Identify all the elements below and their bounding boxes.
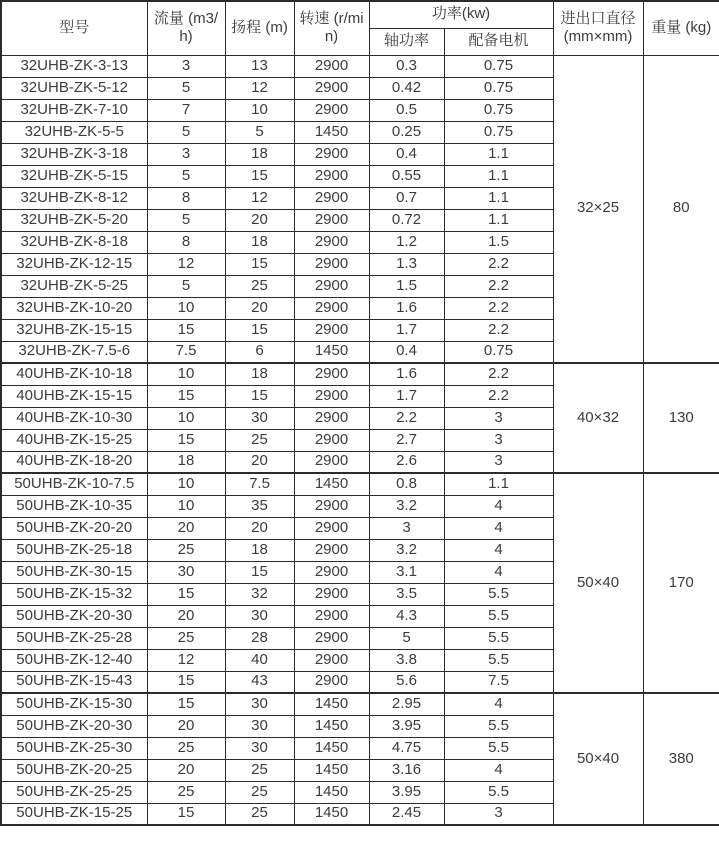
flow-cell: 15	[147, 319, 225, 341]
table-row	[1, 693, 719, 715]
flow-cell: 25	[147, 627, 225, 649]
head-cell: 20	[225, 297, 294, 319]
flow-cell: 12	[147, 253, 225, 275]
head-cell: 35	[225, 495, 294, 517]
shaft-power-cell: 1.2	[369, 231, 444, 253]
head-cell: 30	[225, 605, 294, 627]
motor-power-cell: 1.1	[444, 473, 553, 495]
shaft-power-cell: 3.5	[369, 583, 444, 605]
model-cell: 32UHB-ZK-8-18	[1, 231, 147, 253]
model-cell: 50UHB-ZK-12-40	[1, 649, 147, 671]
motor-power-cell: 4	[444, 539, 553, 561]
motor-power-cell: 2.2	[444, 385, 553, 407]
flow-cell: 10	[147, 473, 225, 495]
model-cell: 32UHB-ZK-5-15	[1, 165, 147, 187]
diameter-cell: 40×32	[553, 363, 643, 473]
col-header-power-group: 功率(kw)	[369, 1, 553, 28]
flow-cell: 3	[147, 55, 225, 77]
table-row	[1, 363, 719, 385]
model-cell: 50UHB-ZK-20-30	[1, 605, 147, 627]
model-cell: 50UHB-ZK-30-15	[1, 561, 147, 583]
motor-power-cell: 5.5	[444, 715, 553, 737]
flow-cell: 8	[147, 231, 225, 253]
model-cell: 50UHB-ZK-25-28	[1, 627, 147, 649]
flow-cell: 20	[147, 759, 225, 781]
speed-cell: 1450	[294, 737, 369, 759]
flow-cell: 5	[147, 165, 225, 187]
speed-cell: 2900	[294, 671, 369, 693]
head-cell: 18	[225, 143, 294, 165]
shaft-power-cell: 2.2	[369, 407, 444, 429]
speed-cell: 2900	[294, 429, 369, 451]
head-cell: 25	[225, 759, 294, 781]
speed-cell: 1450	[294, 759, 369, 781]
col-header-model: 型号	[1, 1, 147, 55]
speed-cell: 1450	[294, 473, 369, 495]
motor-power-cell: 0.75	[444, 121, 553, 143]
motor-power-cell: 2.2	[444, 253, 553, 275]
speed-cell: 2900	[294, 385, 369, 407]
shaft-power-cell: 0.42	[369, 77, 444, 99]
motor-power-cell: 3	[444, 451, 553, 473]
head-cell: 18	[225, 231, 294, 253]
shaft-power-cell: 3.1	[369, 561, 444, 583]
speed-cell: 2900	[294, 165, 369, 187]
diameter-cell: 50×40	[553, 693, 643, 825]
speed-cell: 2900	[294, 363, 369, 385]
model-cell: 50UHB-ZK-15-43	[1, 671, 147, 693]
shaft-power-cell: 3.16	[369, 759, 444, 781]
head-cell: 13	[225, 55, 294, 77]
flow-cell: 3	[147, 143, 225, 165]
model-cell: 50UHB-ZK-20-20	[1, 517, 147, 539]
model-cell: 32UHB-ZK-5-20	[1, 209, 147, 231]
motor-power-cell: 5.5	[444, 627, 553, 649]
head-cell: 30	[225, 715, 294, 737]
model-cell: 32UHB-ZK-5-12	[1, 77, 147, 99]
speed-cell: 2900	[294, 99, 369, 121]
table-row	[1, 55, 719, 77]
motor-power-cell: 2.2	[444, 275, 553, 297]
head-cell: 25	[225, 781, 294, 803]
head-cell: 10	[225, 99, 294, 121]
head-cell: 32	[225, 583, 294, 605]
head-cell: 30	[225, 693, 294, 715]
flow-cell: 15	[147, 671, 225, 693]
model-cell: 32UHB-ZK-15-15	[1, 319, 147, 341]
motor-power-cell: 3	[444, 429, 553, 451]
head-cell: 28	[225, 627, 294, 649]
flow-cell: 10	[147, 363, 225, 385]
motor-power-cell: 2.2	[444, 363, 553, 385]
head-cell: 20	[225, 517, 294, 539]
shaft-power-cell: 3.8	[369, 649, 444, 671]
motor-power-cell: 0.75	[444, 77, 553, 99]
model-cell: 32UHB-ZK-5-25	[1, 275, 147, 297]
flow-cell: 10	[147, 495, 225, 517]
motor-power-cell: 7.5	[444, 671, 553, 693]
motor-power-cell: 1.1	[444, 143, 553, 165]
head-cell: 12	[225, 77, 294, 99]
head-cell: 30	[225, 407, 294, 429]
motor-power-cell: 4	[444, 517, 553, 539]
model-cell: 40UHB-ZK-15-15	[1, 385, 147, 407]
flow-cell: 10	[147, 297, 225, 319]
flow-cell: 7.5	[147, 341, 225, 363]
shaft-power-cell: 1.5	[369, 275, 444, 297]
head-cell: 15	[225, 385, 294, 407]
speed-cell: 2900	[294, 605, 369, 627]
weight-cell: 380	[643, 693, 719, 825]
col-header-speed: 转速 (r/min)	[294, 1, 369, 55]
head-cell: 25	[225, 429, 294, 451]
head-cell: 25	[225, 803, 294, 825]
head-cell: 40	[225, 649, 294, 671]
col-header-weight: 重量 (kg)	[643, 1, 719, 55]
flow-cell: 15	[147, 429, 225, 451]
col-header-diameter: 进出口直径 (mm×mm)	[553, 1, 643, 55]
flow-cell: 30	[147, 561, 225, 583]
model-cell: 32UHB-ZK-5-5	[1, 121, 147, 143]
flow-cell: 15	[147, 803, 225, 825]
shaft-power-cell: 1.3	[369, 253, 444, 275]
speed-cell: 1450	[294, 781, 369, 803]
model-cell: 50UHB-ZK-10-35	[1, 495, 147, 517]
speed-cell: 2900	[294, 561, 369, 583]
shaft-power-cell: 3.2	[369, 495, 444, 517]
model-cell: 50UHB-ZK-25-30	[1, 737, 147, 759]
flow-cell: 15	[147, 583, 225, 605]
shaft-power-cell: 0.25	[369, 121, 444, 143]
col-header-flow: 流量 (m3/h)	[147, 1, 225, 55]
speed-cell: 2900	[294, 297, 369, 319]
motor-power-cell: 4	[444, 495, 553, 517]
model-cell: 32UHB-ZK-7.5-6	[1, 341, 147, 363]
speed-cell: 2900	[294, 495, 369, 517]
model-cell: 32UHB-ZK-3-18	[1, 143, 147, 165]
diameter-cell: 32×25	[553, 55, 643, 363]
model-cell: 50UHB-ZK-15-30	[1, 693, 147, 715]
motor-power-cell: 1.5	[444, 231, 553, 253]
speed-cell: 1450	[294, 341, 369, 363]
motor-power-cell: 0.75	[444, 341, 553, 363]
col-header-motor-power: 配备电机	[444, 28, 553, 55]
speed-cell: 1450	[294, 121, 369, 143]
model-cell: 50UHB-ZK-15-32	[1, 583, 147, 605]
motor-power-cell: 4	[444, 759, 553, 781]
shaft-power-cell: 0.3	[369, 55, 444, 77]
flow-cell: 15	[147, 693, 225, 715]
head-cell: 18	[225, 363, 294, 385]
shaft-power-cell: 5.6	[369, 671, 444, 693]
motor-power-cell: 3	[444, 803, 553, 825]
speed-cell: 2900	[294, 517, 369, 539]
model-cell: 32UHB-ZK-8-12	[1, 187, 147, 209]
motor-power-cell: 5.5	[444, 649, 553, 671]
shaft-power-cell: 2.95	[369, 693, 444, 715]
head-cell: 15	[225, 253, 294, 275]
shaft-power-cell: 1.6	[369, 363, 444, 385]
speed-cell: 2900	[294, 319, 369, 341]
shaft-power-cell: 2.45	[369, 803, 444, 825]
head-cell: 25	[225, 275, 294, 297]
table-body	[1, 55, 719, 825]
shaft-power-cell: 3.2	[369, 539, 444, 561]
speed-cell: 2900	[294, 451, 369, 473]
diameter-cell: 50×40	[553, 473, 643, 693]
speed-cell: 2900	[294, 627, 369, 649]
flow-cell: 5	[147, 209, 225, 231]
shaft-power-cell: 0.4	[369, 143, 444, 165]
flow-cell: 5	[147, 275, 225, 297]
flow-cell: 5	[147, 77, 225, 99]
shaft-power-cell: 0.8	[369, 473, 444, 495]
motor-power-cell: 0.75	[444, 55, 553, 77]
model-cell: 32UHB-ZK-12-15	[1, 253, 147, 275]
speed-cell: 1450	[294, 693, 369, 715]
shaft-power-cell: 2.6	[369, 451, 444, 473]
head-cell: 6	[225, 341, 294, 363]
weight-cell: 170	[643, 473, 719, 693]
model-cell: 50UHB-ZK-10-7.5	[1, 473, 147, 495]
speed-cell: 2900	[294, 649, 369, 671]
model-cell: 50UHB-ZK-25-25	[1, 781, 147, 803]
shaft-power-cell: 4.75	[369, 737, 444, 759]
model-cell: 32UHB-ZK-10-20	[1, 297, 147, 319]
shaft-power-cell: 1.6	[369, 297, 444, 319]
speed-cell: 2900	[294, 143, 369, 165]
motor-power-cell: 3	[444, 407, 553, 429]
flow-cell: 10	[147, 407, 225, 429]
model-cell: 32UHB-ZK-3-13	[1, 55, 147, 77]
shaft-power-cell: 1.7	[369, 319, 444, 341]
head-cell: 15	[225, 165, 294, 187]
model-cell: 50UHB-ZK-20-25	[1, 759, 147, 781]
motor-power-cell: 2.2	[444, 297, 553, 319]
speed-cell: 2900	[294, 77, 369, 99]
motor-power-cell: 0.75	[444, 99, 553, 121]
head-cell: 30	[225, 737, 294, 759]
head-cell: 18	[225, 539, 294, 561]
motor-power-cell: 1.1	[444, 187, 553, 209]
model-cell: 40UHB-ZK-18-20	[1, 451, 147, 473]
flow-cell: 25	[147, 781, 225, 803]
head-cell: 12	[225, 187, 294, 209]
motor-power-cell: 5.5	[444, 737, 553, 759]
col-header-shaft-power: 轴功率	[369, 28, 444, 55]
weight-cell: 130	[643, 363, 719, 473]
flow-cell: 20	[147, 517, 225, 539]
head-cell: 7.5	[225, 473, 294, 495]
head-cell: 43	[225, 671, 294, 693]
flow-cell: 18	[147, 451, 225, 473]
speed-cell: 2900	[294, 539, 369, 561]
flow-cell: 8	[147, 187, 225, 209]
motor-power-cell: 2.2	[444, 319, 553, 341]
speed-cell: 2900	[294, 187, 369, 209]
model-cell: 32UHB-ZK-7-10	[1, 99, 147, 121]
speed-cell: 2900	[294, 407, 369, 429]
model-cell: 50UHB-ZK-20-30	[1, 715, 147, 737]
flow-cell: 20	[147, 715, 225, 737]
shaft-power-cell: 2.7	[369, 429, 444, 451]
shaft-power-cell: 3.95	[369, 781, 444, 803]
motor-power-cell: 4	[444, 561, 553, 583]
head-cell: 20	[225, 209, 294, 231]
shaft-power-cell: 4.3	[369, 605, 444, 627]
speed-cell: 2900	[294, 231, 369, 253]
flow-cell: 25	[147, 539, 225, 561]
flow-cell: 25	[147, 737, 225, 759]
flow-cell: 7	[147, 99, 225, 121]
table-row	[1, 473, 719, 495]
speed-cell: 1450	[294, 715, 369, 737]
speed-cell: 2900	[294, 275, 369, 297]
model-cell: 40UHB-ZK-10-18	[1, 363, 147, 385]
flow-cell: 20	[147, 605, 225, 627]
head-cell: 5	[225, 121, 294, 143]
flow-cell: 15	[147, 385, 225, 407]
motor-power-cell: 1.1	[444, 165, 553, 187]
model-cell: 40UHB-ZK-15-25	[1, 429, 147, 451]
motor-power-cell: 5.5	[444, 605, 553, 627]
speed-cell: 2900	[294, 209, 369, 231]
col-header-head: 扬程 (m)	[225, 1, 294, 55]
speed-cell: 2900	[294, 253, 369, 275]
motor-power-cell: 5.5	[444, 781, 553, 803]
speed-cell: 2900	[294, 583, 369, 605]
shaft-power-cell: 3	[369, 517, 444, 539]
weight-cell: 80	[643, 55, 719, 363]
shaft-power-cell: 3.95	[369, 715, 444, 737]
shaft-power-cell: 1.7	[369, 385, 444, 407]
flow-cell: 5	[147, 121, 225, 143]
motor-power-cell: 1.1	[444, 209, 553, 231]
shaft-power-cell: 0.72	[369, 209, 444, 231]
model-cell: 40UHB-ZK-10-30	[1, 407, 147, 429]
flow-cell: 12	[147, 649, 225, 671]
shaft-power-cell: 0.4	[369, 341, 444, 363]
shaft-power-cell: 0.7	[369, 187, 444, 209]
speed-cell: 1450	[294, 803, 369, 825]
motor-power-cell: 4	[444, 693, 553, 715]
table-header	[1, 1, 719, 55]
head-cell: 15	[225, 561, 294, 583]
shaft-power-cell: 0.55	[369, 165, 444, 187]
model-cell: 50UHB-ZK-25-18	[1, 539, 147, 561]
head-cell: 20	[225, 451, 294, 473]
shaft-power-cell: 0.5	[369, 99, 444, 121]
shaft-power-cell: 5	[369, 627, 444, 649]
head-cell: 15	[225, 319, 294, 341]
motor-power-cell: 5.5	[444, 583, 553, 605]
model-cell: 50UHB-ZK-15-25	[1, 803, 147, 825]
speed-cell: 2900	[294, 55, 369, 77]
